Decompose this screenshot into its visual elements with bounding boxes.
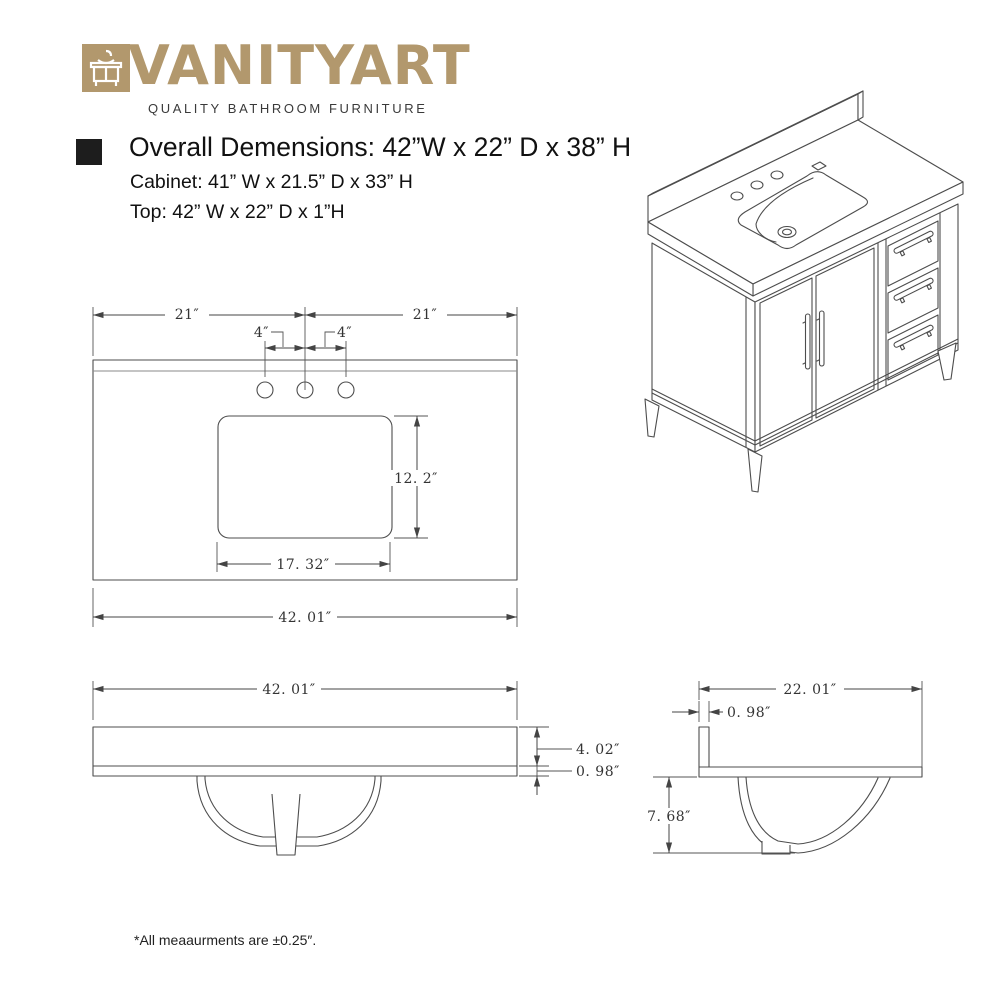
dim-top-overall-width: 42. 01″ — [278, 610, 332, 626]
dim-hole-right: 4″ — [337, 325, 353, 341]
spec-cabinet-dimensions: Cabinet: 41” W x 21.5” D x 33” H — [130, 171, 413, 193]
front-top-slab — [93, 727, 517, 776]
spec-top-dimensions: Top: 42” W x 22” D x 1”H — [130, 201, 345, 223]
front-view-drawing — [93, 681, 620, 855]
dim-side-backsplash-thickness: 0. 98″ — [727, 705, 771, 721]
top-view-drawing — [93, 307, 517, 627]
iso-leg-back-left — [645, 399, 659, 437]
dim-top-right-half: 21″ — [412, 307, 438, 323]
faucet-hole-right — [338, 382, 354, 398]
sink-cutout — [218, 416, 392, 538]
faucet-hole-left — [257, 382, 273, 398]
dim-side-bowl-depth: 7. 68″ — [647, 809, 691, 825]
dim-sink-depth: 12. 2″ — [394, 471, 438, 487]
dim-side-depth: 22. 01″ — [783, 682, 837, 698]
dim-front-top-thickness: 0. 98″ — [576, 764, 620, 780]
side-top-slab — [699, 767, 922, 777]
dim-hole-left: 4″ — [253, 325, 269, 341]
front-sink-bowl — [197, 776, 381, 855]
brand-name: VANITYART — [128, 34, 471, 97]
isometric-view-drawing — [645, 91, 963, 492]
dim-sink-width: 17. 32″ — [276, 557, 330, 573]
side-view-drawing — [643, 681, 922, 854]
brand-tagline: QUALITY BATHROOM FURNITURE — [148, 101, 428, 116]
side-drain — [762, 841, 790, 854]
footnote: *All meaaurments are ±0.25″. — [134, 932, 317, 948]
spec-overall-dimensions: Overall Demensions: 42”W x 22” D x 38” H — [129, 132, 632, 162]
dim-front-overall-width: 42. 01″ — [262, 682, 316, 698]
dim-front-backsplash-height: 4. 02″ — [576, 742, 620, 758]
side-sink-bowl — [738, 777, 890, 854]
front-drain — [272, 794, 300, 855]
iso-leg-front-left — [748, 449, 762, 492]
dim-top-left-half: 21″ — [174, 307, 200, 323]
side-backsplash — [699, 727, 709, 767]
